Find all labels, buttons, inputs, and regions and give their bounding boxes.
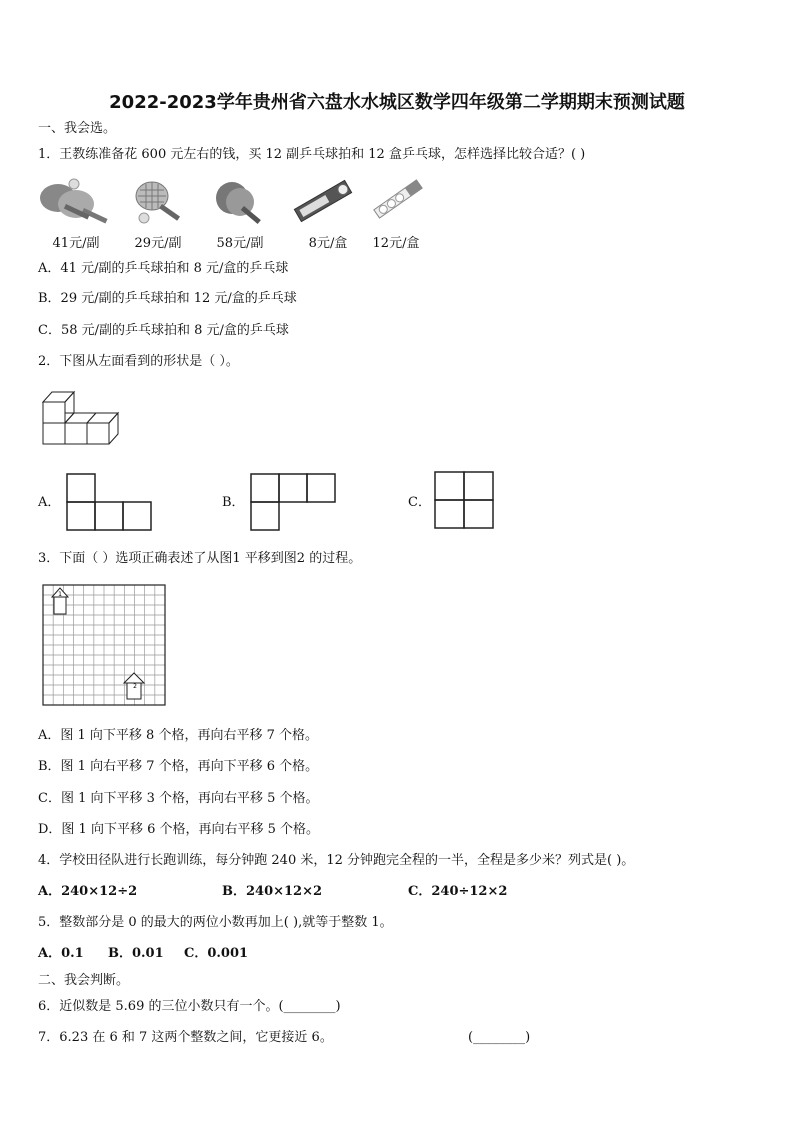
option-3d: D．图 1 向下平移 6 个格，再向右平移 5 个格。 (38, 822, 320, 837)
section-2-heading: 二、我会判断。 (38, 973, 130, 988)
option-5b: B．0.01 (108, 946, 164, 961)
ball-box-8-image (288, 176, 358, 226)
option-1c: C．58 元/副的乒乓球拍和 8 元/盒的乒乓球 (38, 323, 289, 338)
option-2a-label: A． (38, 495, 61, 510)
question-2-text: 2．下图从左面看到的形状是（ ）。 (38, 354, 239, 369)
house-figure-1 (52, 588, 68, 614)
section-1-heading: 一、我会选。 (38, 121, 117, 136)
price-label: 12元/盒 (372, 236, 420, 251)
racket-29-image (126, 178, 190, 228)
option-2b-label: B． (222, 495, 245, 510)
price-label: 29元/副 (134, 236, 182, 251)
option-2a-figure (66, 473, 152, 531)
question-6-text: 6．近似数是 5.69 的三位小数只有一个。(________) (38, 999, 341, 1014)
option-1a: A．41 元/副的乒乓球拍和 8 元/盒的乒乓球 (38, 261, 289, 276)
question-1-text: 1．王教练准备花 600 元左右的钱，买 12 副乒乓球拍和 12 盒乒乓球，怎样选择比较合适？( ) (38, 147, 586, 162)
page-title: 2022-2023学年贵州省六盘水水城区数学四年级第二学期期末预测试题 (109, 92, 685, 113)
figure-1-label: 1 (58, 591, 62, 598)
question-5-text: 5．整数部分是 0 的最大的两位小数再加上( ),就等于整数 1。 (38, 915, 393, 930)
cube-stack-figure (40, 386, 120, 448)
option-4b: B．240×12×2 (222, 884, 323, 899)
price-label: 41元/副 (52, 236, 100, 251)
answer-blank: (________) (468, 1030, 531, 1045)
option-5a: A．0.1 (38, 946, 84, 961)
racket-41-image (36, 176, 116, 228)
option-4c: C．240÷12×2 (408, 884, 508, 899)
question-4-text: 4．学校田径队进行长跑训练，每分钟跑 240 米，12 分钟跑完全程的一半，全程是多少米？列式是( )。 (38, 853, 635, 868)
option-4a: A．240×12÷2 (38, 884, 138, 899)
translation-grid-figure (42, 584, 168, 708)
price-label: 58元/副 (216, 236, 264, 251)
house-figure-2 (124, 673, 144, 699)
ball-box-12-image (366, 174, 430, 224)
option-2c-figure (434, 471, 494, 529)
option-2c-label: C． (408, 495, 431, 510)
price-label: 8元/盒 (308, 236, 348, 251)
option-3c: C．图 1 向下平移 3 个格，再向右平移 5 个格。 (38, 791, 319, 806)
option-5c: C．0.001 (184, 946, 249, 961)
option-3b: B．图 1 向右平移 7 个格，再向下平移 6 个格。 (38, 759, 319, 774)
figure-2-label: 2 (133, 683, 137, 690)
question-7-text: 7．6.23 在 6 和 7 这两个整数之间，它更接近 6。 (38, 1030, 333, 1045)
option-1b: B．29 元/副的乒乓球拍和 12 元/盒的乒乓球 (38, 291, 297, 306)
question-3-text: 3．下面（ ）选项正确表述了从图1 平移到图2 的过程。 (38, 551, 362, 566)
racket-58-image (208, 176, 272, 228)
option-3a: A．图 1 向下平移 8 个格，再向右平移 7 个格。 (38, 728, 318, 743)
option-2b-figure (250, 473, 336, 531)
